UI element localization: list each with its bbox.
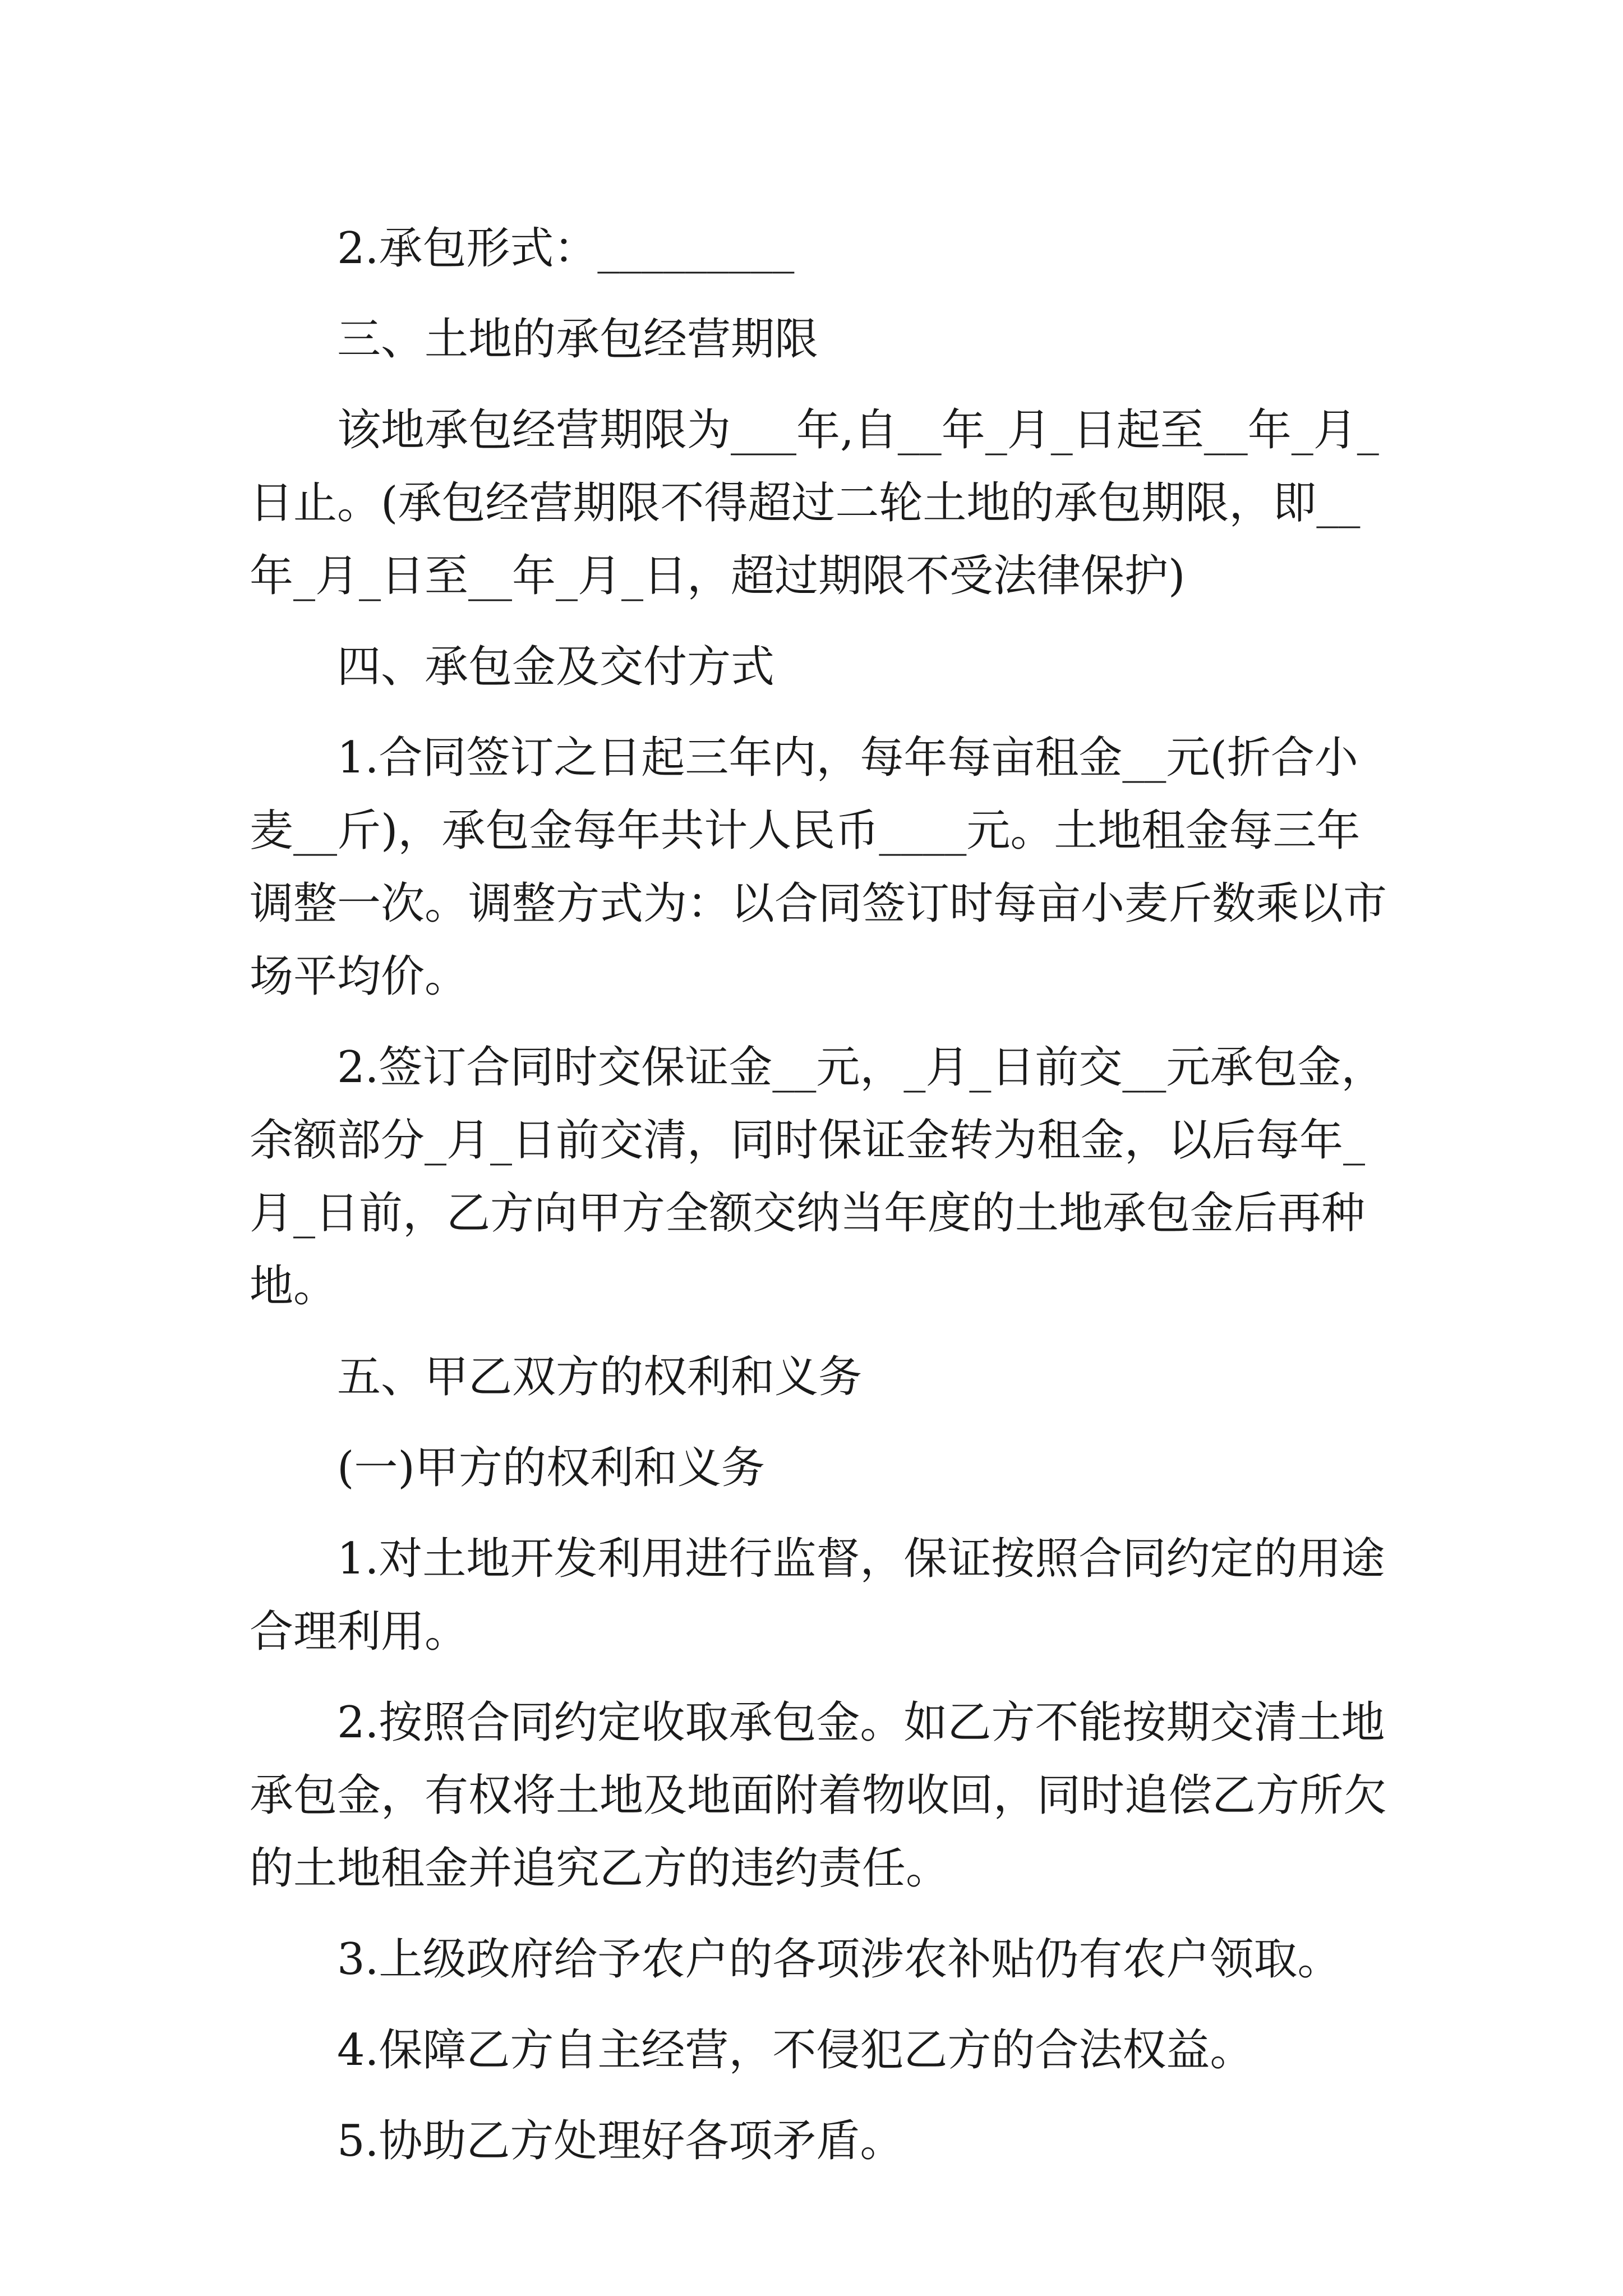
paragraph-party-a-item-2: 2.按照合同约定收取承包金。如乙方不能按期交清土地承包金，有权将土地及地面附着物收回，同时追偿乙方所欠的土地租金并追究乙方的违约责任。 [250, 1697, 1387, 1894]
subsection-heading-party-a: (一)甲方的权利和义务 [337, 1443, 765, 1493]
paragraph-payment-rent: 1.合同签订之日起三年内，每年每亩租金__元(折合小麦__斤)，承包金每年共计人民币____元。土地租金每三年调整一次。调整方式为：以合同签订时每亩小麦斤数乘以市场平均价。 [250, 733, 1387, 1002]
document-body [250, 212, 1394, 2196]
section-heading-rights: 五、甲乙双方的权利和义务 [337, 1352, 863, 1402]
paragraph-payment-deposit: 2.签订合同时交保证金__元，_月_日前交__元承包金，余额部分_月_日前交清，同时保证金转为租金，以后每年_月_日前，乙方向甲方全额交纳当年度的土地承包金后再种地。 [250, 1042, 1385, 1312]
paragraph-party-a-item-4: 4.保障乙方自主经营，不侵犯乙方的合法权益。 [337, 2025, 1254, 2076]
paragraph-contract-form: 2.承包形式：_________ [337, 223, 795, 274]
paragraph-term-period: 该地承包经营期限为___年,自__年_月_日起至__年_月_日止。(承包经营期限不得超过二轮土地的承包期限，即__年_月_日至__年_月_日，超过期限不受法律保护) [250, 405, 1379, 601]
section-heading-payment: 四、承包金及交付方式 [337, 642, 775, 692]
section-heading-term: 三、土地的承包经营期限 [337, 314, 819, 365]
paragraph-party-a-item-3: 3.上级政府给予农户的各项涉农补贴仍有农户领取。 [337, 1934, 1341, 1985]
paragraph-party-a-item-5: 5.协助乙方处理好各项矛盾。 [337, 2116, 904, 2166]
paragraph-party-a-item-1: 1.对土地开发利用进行监督，保证按照合同约定的用途合理利用。 [250, 1534, 1385, 1657]
